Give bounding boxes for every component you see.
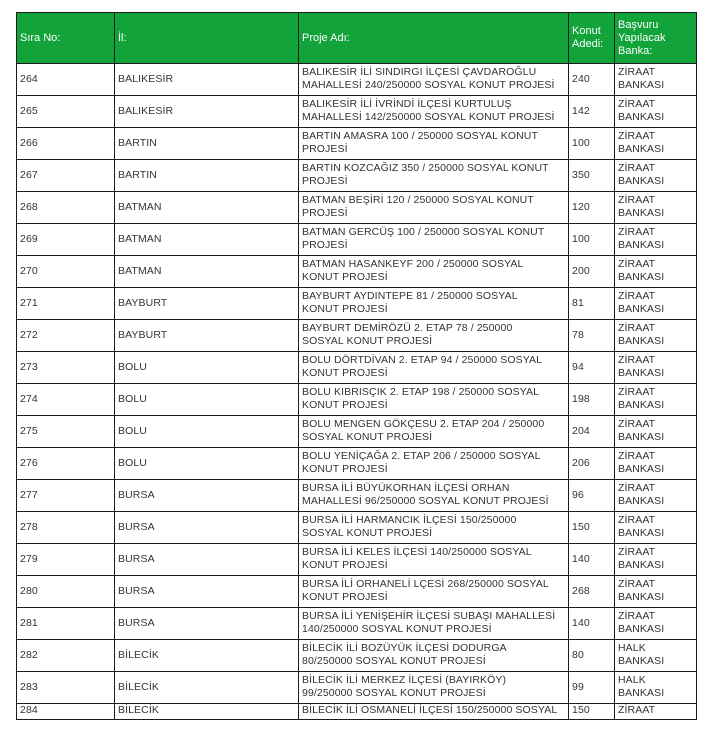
- cell-konut-adedi: [569, 512, 615, 544]
- header-basvuru-banka: Başvuru Yapılacak Banka:: [615, 13, 697, 64]
- cell-konut-adedi-text: 206: [572, 457, 590, 469]
- cell-banka: [615, 64, 697, 96]
- cell-proje-adi-text: BURSA İLİ HARMANCIK İLÇESİ 150/250000 SOSYAL KONUT PROJESİ: [302, 514, 517, 539]
- cell-banka: [615, 224, 697, 256]
- cell-il: [115, 512, 299, 544]
- cell-banka: [615, 352, 697, 384]
- cell-sira-no-text: 266: [20, 137, 38, 149]
- cell-proje-adi: [299, 512, 569, 544]
- cell-il: [115, 480, 299, 512]
- cell-il-text: BATMAN: [118, 265, 162, 277]
- cell-banka-text: ZİRAAT BANKASI: [618, 514, 665, 539]
- cell-konut-adedi-text: 204: [572, 425, 590, 437]
- cell-proje-adi: [299, 416, 569, 448]
- cell-proje-adi: [299, 224, 569, 256]
- header-proje-adi: Proje Adı:: [299, 13, 569, 64]
- cell-banka-text: ZİRAAT BANKASI: [618, 98, 665, 123]
- cell-il-text: BALIKESİR: [118, 73, 174, 85]
- cell-banka: [615, 320, 697, 352]
- cell-konut-adedi-text: 78: [572, 329, 584, 341]
- table-header-row: [17, 13, 697, 64]
- cell-banka: [615, 96, 697, 128]
- cell-il-text: BURSA: [118, 553, 155, 565]
- cell-sira-no-text: 272: [20, 329, 38, 341]
- cell-konut-adedi-text: 200: [572, 265, 590, 277]
- cell-il: [115, 352, 299, 384]
- cell-banka-text: ZİRAAT BANKASI: [618, 578, 665, 603]
- cell-banka-text: ZİRAAT BANKASI: [618, 258, 665, 283]
- cell-il: [115, 704, 299, 720]
- cell-proje-adi: [299, 640, 569, 672]
- cell-il-text: BOLU: [118, 457, 147, 469]
- cell-banka: [615, 416, 697, 448]
- cell-konut-adedi: [569, 480, 615, 512]
- cell-konut-adedi: [569, 192, 615, 224]
- cell-proje-adi-text: BOLU DÖRTDİVAN 2. ETAP 94 / 250000 SOSYAL KONUT PROJESİ: [302, 354, 543, 379]
- cell-banka: [615, 672, 697, 704]
- cell-sira-no: [17, 672, 115, 704]
- table-row: [17, 96, 697, 128]
- cell-banka: [615, 256, 697, 288]
- cell-il: [115, 576, 299, 608]
- cell-proje-adi: [299, 608, 569, 640]
- cell-konut-adedi: [569, 128, 615, 160]
- cell-konut-adedi-text: 99: [572, 681, 584, 693]
- cell-konut-adedi: [569, 672, 615, 704]
- cell-sira-no-text: 273: [20, 361, 38, 373]
- cell-proje-adi-text: BOLU YENİÇAĞA 2. ETAP 206 / 250000 SOSYAL KONUT PROJESİ: [302, 450, 541, 475]
- cell-banka-text: HALK BANKASI: [618, 674, 665, 699]
- table-row: [17, 672, 697, 704]
- cell-sira-no: [17, 640, 115, 672]
- cell-sira-no-text: 274: [20, 393, 38, 405]
- cell-proje-adi-text: BİLECİK İLİ MERKEZ İLÇESİ (BAYIRKÖY) 99/250000 SOSYAL KONUT PROJESİ: [302, 674, 507, 699]
- cell-sira-no: [17, 320, 115, 352]
- cell-banka-text: ZİRAAT BANKASI: [618, 130, 665, 155]
- cell-il: [115, 384, 299, 416]
- cell-proje-adi-text: BARTIN KOZCAĞIZ 350 / 250000 SOSYAL KONUT PROJESİ: [302, 162, 549, 187]
- cell-proje-adi: [299, 64, 569, 96]
- cell-proje-adi-text: BATMAN GERCÜŞ 100 / 250000 SOSYAL KONUT PROJESİ: [302, 226, 545, 251]
- cell-konut-adedi-text: 198: [572, 393, 590, 405]
- cell-il: [115, 672, 299, 704]
- cell-proje-adi-text: BATMAN HASANKEYF 200 / 250000 SOSYAL KONUT PROJESİ: [302, 258, 524, 283]
- cell-banka: [615, 704, 697, 720]
- cell-konut-adedi-text: 100: [572, 137, 590, 149]
- cell-proje-adi: [299, 96, 569, 128]
- cell-il-text: BARTIN: [118, 169, 157, 181]
- header-konut-adedi: Konut Adedi:: [569, 13, 615, 64]
- cell-banka: [615, 384, 697, 416]
- cell-il-text: BURSA: [118, 489, 155, 501]
- cell-il: [115, 448, 299, 480]
- cell-banka-text: ZİRAAT BANKASI: [618, 386, 665, 411]
- cell-konut-adedi-text: 268: [572, 585, 590, 597]
- cell-il: [115, 320, 299, 352]
- cell-sira-no: [17, 352, 115, 384]
- cell-sira-no: [17, 448, 115, 480]
- cell-sira-no-text: 279: [20, 553, 38, 565]
- cell-sira-no-text: 270: [20, 265, 38, 277]
- cell-il-text: BURSA: [118, 521, 155, 533]
- cell-konut-adedi-text: 100: [572, 233, 590, 245]
- cell-sira-no: [17, 416, 115, 448]
- cell-konut-adedi: [569, 704, 615, 720]
- cell-sira-no: [17, 224, 115, 256]
- cell-konut-adedi: [569, 640, 615, 672]
- cell-sira-no: [17, 128, 115, 160]
- cell-proje-adi: [299, 128, 569, 160]
- table-row: [17, 128, 697, 160]
- header-sira-no: Sıra No:: [17, 13, 115, 64]
- cell-proje-adi-text: BAYBURT DEMİRÖZÜ 2. ETAP 78 / 250000 SOSYAL KONUT PROJESİ: [302, 322, 513, 347]
- cell-banka: [615, 640, 697, 672]
- cell-il: [115, 192, 299, 224]
- cell-konut-adedi: [569, 544, 615, 576]
- cell-il-text: BAYBURT: [118, 329, 168, 341]
- cell-konut-adedi-text: 350: [572, 169, 590, 181]
- table-row: [17, 160, 697, 192]
- cell-proje-adi-text: BAYBURT AYDINTEPE 81 / 250000 SOSYAL KONUT PROJESİ: [302, 290, 518, 315]
- projects-table: [16, 12, 697, 720]
- cell-konut-adedi: [569, 416, 615, 448]
- cell-sira-no-text: 284: [20, 704, 38, 716]
- cell-konut-adedi-text: 140: [572, 553, 590, 565]
- cell-proje-adi-text: BARTIN AMASRA 100 / 250000 SOSYAL KONUT PROJESİ: [302, 130, 538, 155]
- cell-proje-adi: [299, 480, 569, 512]
- cell-sira-no-text: 271: [20, 297, 38, 309]
- cell-konut-adedi-text: 142: [572, 105, 590, 117]
- cell-sira-no: [17, 384, 115, 416]
- cell-sira-no: [17, 704, 115, 720]
- table-row: [17, 544, 697, 576]
- cell-il: [115, 128, 299, 160]
- cell-il: [115, 416, 299, 448]
- cell-proje-adi-text: BURSA İLİ BÜYÜKORHAN İLÇESİ ORHAN MAHALLESİ 96/250000 SOSYAL KONUT PROJESİ: [302, 482, 549, 507]
- cell-proje-adi: [299, 192, 569, 224]
- cell-il: [115, 288, 299, 320]
- cell-proje-adi: [299, 160, 569, 192]
- cell-proje-adi-text: BURSA İLİ KELES İLÇESİ 140/250000 SOSYAL KONUT PROJESİ: [302, 546, 532, 571]
- cell-proje-adi: [299, 544, 569, 576]
- cell-proje-adi-text: BURSA İLİ YENİŞEHİR İLÇESİ SUBAŞI MAHALLESİ 140/250000 SOSYAL KONUT PROJESİ: [302, 610, 556, 635]
- cell-il: [115, 64, 299, 96]
- cell-sira-no-text: 275: [20, 425, 38, 437]
- cell-il: [115, 224, 299, 256]
- cell-sira-no-text: 276: [20, 457, 38, 469]
- cell-proje-adi: [299, 288, 569, 320]
- cell-proje-adi: [299, 448, 569, 480]
- cell-banka: [615, 608, 697, 640]
- cell-il-text: BATMAN: [118, 201, 162, 213]
- cell-banka: [615, 128, 697, 160]
- cell-sira-no: [17, 480, 115, 512]
- cell-konut-adedi-text: 80: [572, 649, 584, 661]
- table-row: [17, 384, 697, 416]
- cell-banka-text: ZİRAAT BANKASI: [618, 194, 665, 219]
- cell-sira-no: [17, 288, 115, 320]
- cell-banka: [615, 480, 697, 512]
- cell-proje-adi-text: BİLECİK İLİ OSMANELİ İLÇESİ 150/250000 SOSYAL: [302, 704, 558, 716]
- cell-il-text: BAYBURT: [118, 297, 168, 309]
- cell-sira-no-text: 280: [20, 585, 38, 597]
- cell-banka-text: ZİRAAT BANKASI: [618, 546, 665, 571]
- cell-sira-no: [17, 608, 115, 640]
- cell-banka-text: ZİRAAT BANKASI: [618, 482, 665, 507]
- cell-banka-text: ZİRAAT BANKASI: [618, 610, 665, 635]
- cell-proje-adi-text: BURSA İLİ ORHANELİ LÇESİ 268/250000 SOSYAL KONUT PROJESİ: [302, 578, 549, 603]
- housing-projects-document: [16, 12, 696, 720]
- cell-konut-adedi-text: 150: [572, 704, 590, 716]
- cell-sira-no: [17, 192, 115, 224]
- cell-il: [115, 640, 299, 672]
- cell-proje-adi: [299, 704, 569, 720]
- cell-il: [115, 96, 299, 128]
- cell-konut-adedi: [569, 64, 615, 96]
- cell-banka-text: ZİRAAT BANKASI: [618, 226, 665, 251]
- table-row: [17, 704, 697, 720]
- table-row: [17, 640, 697, 672]
- cell-banka: [615, 160, 697, 192]
- cell-konut-adedi-text: 81: [572, 297, 584, 309]
- cell-konut-adedi-text: 150: [572, 521, 590, 533]
- cell-konut-adedi-text: 94: [572, 361, 584, 373]
- cell-proje-adi: [299, 320, 569, 352]
- table-row: [17, 256, 697, 288]
- cell-konut-adedi: [569, 448, 615, 480]
- cell-banka: [615, 544, 697, 576]
- cell-banka: [615, 448, 697, 480]
- cell-sira-no-text: 282: [20, 649, 38, 661]
- cell-il-text: BOLU: [118, 393, 147, 405]
- cell-proje-adi: [299, 352, 569, 384]
- table-row: [17, 448, 697, 480]
- cell-banka-text: HALK BANKASI: [618, 642, 665, 667]
- table-row: [17, 64, 697, 96]
- cell-sira-no-text: 281: [20, 617, 38, 629]
- cell-banka: [615, 576, 697, 608]
- table-row: [17, 480, 697, 512]
- cell-il-text: BARTIN: [118, 137, 157, 149]
- cell-banka: [615, 288, 697, 320]
- cell-proje-adi: [299, 672, 569, 704]
- cell-il-text: BURSA: [118, 585, 155, 597]
- cell-konut-adedi-text: 140: [572, 617, 590, 629]
- cell-il: [115, 256, 299, 288]
- cell-proje-adi-text: BOLU KIBRISÇIK 2. ETAP 198 / 250000 SOSYAL KONUT PROJESİ: [302, 386, 540, 411]
- cell-proje-adi-text: BİLECİK İLİ BOZÜYÜK İLÇESİ DODURGA 80/250000 SOSYAL KONUT PROJESİ: [302, 642, 507, 667]
- cell-banka-text: ZİRAAT BANKASI: [618, 450, 665, 475]
- cell-konut-adedi-text: 240: [572, 73, 590, 85]
- table-row: [17, 576, 697, 608]
- cell-sira-no-text: 283: [20, 681, 38, 693]
- cell-konut-adedi: [569, 224, 615, 256]
- cell-konut-adedi: [569, 320, 615, 352]
- cell-il: [115, 160, 299, 192]
- cell-sira-no-text: 264: [20, 73, 38, 85]
- cell-sira-no: [17, 64, 115, 96]
- cell-proje-adi: [299, 576, 569, 608]
- cell-il: [115, 608, 299, 640]
- cell-sira-no-text: 268: [20, 201, 38, 213]
- cell-il-text: BOLU: [118, 425, 147, 437]
- cell-il-text: BALIKESİR: [118, 105, 174, 117]
- cell-banka-text: ZİRAAT BANKASI: [618, 354, 665, 379]
- cell-proje-adi: [299, 384, 569, 416]
- cell-banka-text: ZİRAAT BANKASI: [618, 418, 665, 443]
- cell-konut-adedi: [569, 608, 615, 640]
- cell-proje-adi-text: BATMAN BEŞİRİ 120 / 250000 SOSYAL KONUT PROJESİ: [302, 194, 534, 219]
- table-row: [17, 288, 697, 320]
- cell-proje-adi-text: BALIKESİR İLİ İVRİNDİ İLÇESİ KURTULUŞ MAHALLESİ 142/250000 SOSYAL KONUT PROJESİ: [302, 98, 555, 123]
- cell-banka-text: ZİRAAT: [618, 704, 656, 716]
- cell-sira-no-text: 265: [20, 105, 38, 117]
- cell-konut-adedi: [569, 96, 615, 128]
- cell-banka: [615, 512, 697, 544]
- cell-il-text: BİLECİK: [118, 704, 159, 716]
- table-row: [17, 192, 697, 224]
- cell-il-text: BATMAN: [118, 233, 162, 245]
- cell-banka: [615, 192, 697, 224]
- cell-il: [115, 544, 299, 576]
- cell-konut-adedi: [569, 352, 615, 384]
- cell-sira-no: [17, 256, 115, 288]
- cell-proje-adi: [299, 256, 569, 288]
- cell-sira-no: [17, 544, 115, 576]
- table-row: [17, 416, 697, 448]
- table-row: [17, 320, 697, 352]
- cell-sira-no: [17, 96, 115, 128]
- cell-sira-no: [17, 512, 115, 544]
- cell-sira-no-text: 277: [20, 489, 38, 501]
- cell-konut-adedi: [569, 384, 615, 416]
- table-row: [17, 352, 697, 384]
- cell-il-text: BİLECİK: [118, 649, 159, 661]
- cell-sira-no: [17, 576, 115, 608]
- cell-konut-adedi: [569, 160, 615, 192]
- cell-konut-adedi: [569, 288, 615, 320]
- cell-konut-adedi: [569, 256, 615, 288]
- cell-proje-adi-text: BOLU MENGEN GÖKÇESU 2. ETAP 204 / 250000 SOSYAL KONUT PROJESİ: [302, 418, 545, 443]
- cell-proje-adi-text: BALIKESİR İLİ SINDIRGI İLÇESİ ÇAVDAROĞLU MAHALLESİ 240/250000 SOSYAL KONUT PROJESİ: [302, 66, 555, 91]
- cell-il-text: BİLECİK: [118, 681, 159, 693]
- table-row: [17, 608, 697, 640]
- cell-sira-no-text: 278: [20, 521, 38, 533]
- cell-konut-adedi-text: 120: [572, 201, 590, 213]
- cell-il-text: BURSA: [118, 617, 155, 629]
- cell-banka-text: ZİRAAT BANKASI: [618, 290, 665, 315]
- cell-il-text: BOLU: [118, 361, 147, 373]
- cell-sira-no-text: 267: [20, 169, 38, 181]
- header-il: İl:: [115, 13, 299, 64]
- cell-banka-text: ZİRAAT BANKASI: [618, 66, 665, 91]
- cell-banka-text: ZİRAAT BANKASI: [618, 162, 665, 187]
- table-row: [17, 512, 697, 544]
- table-row: [17, 224, 697, 256]
- cell-konut-adedi-text: 96: [572, 489, 584, 501]
- cell-sira-no-text: 269: [20, 233, 38, 245]
- cell-konut-adedi: [569, 576, 615, 608]
- cell-sira-no: [17, 160, 115, 192]
- cell-banka-text: ZİRAAT BANKASI: [618, 322, 665, 347]
